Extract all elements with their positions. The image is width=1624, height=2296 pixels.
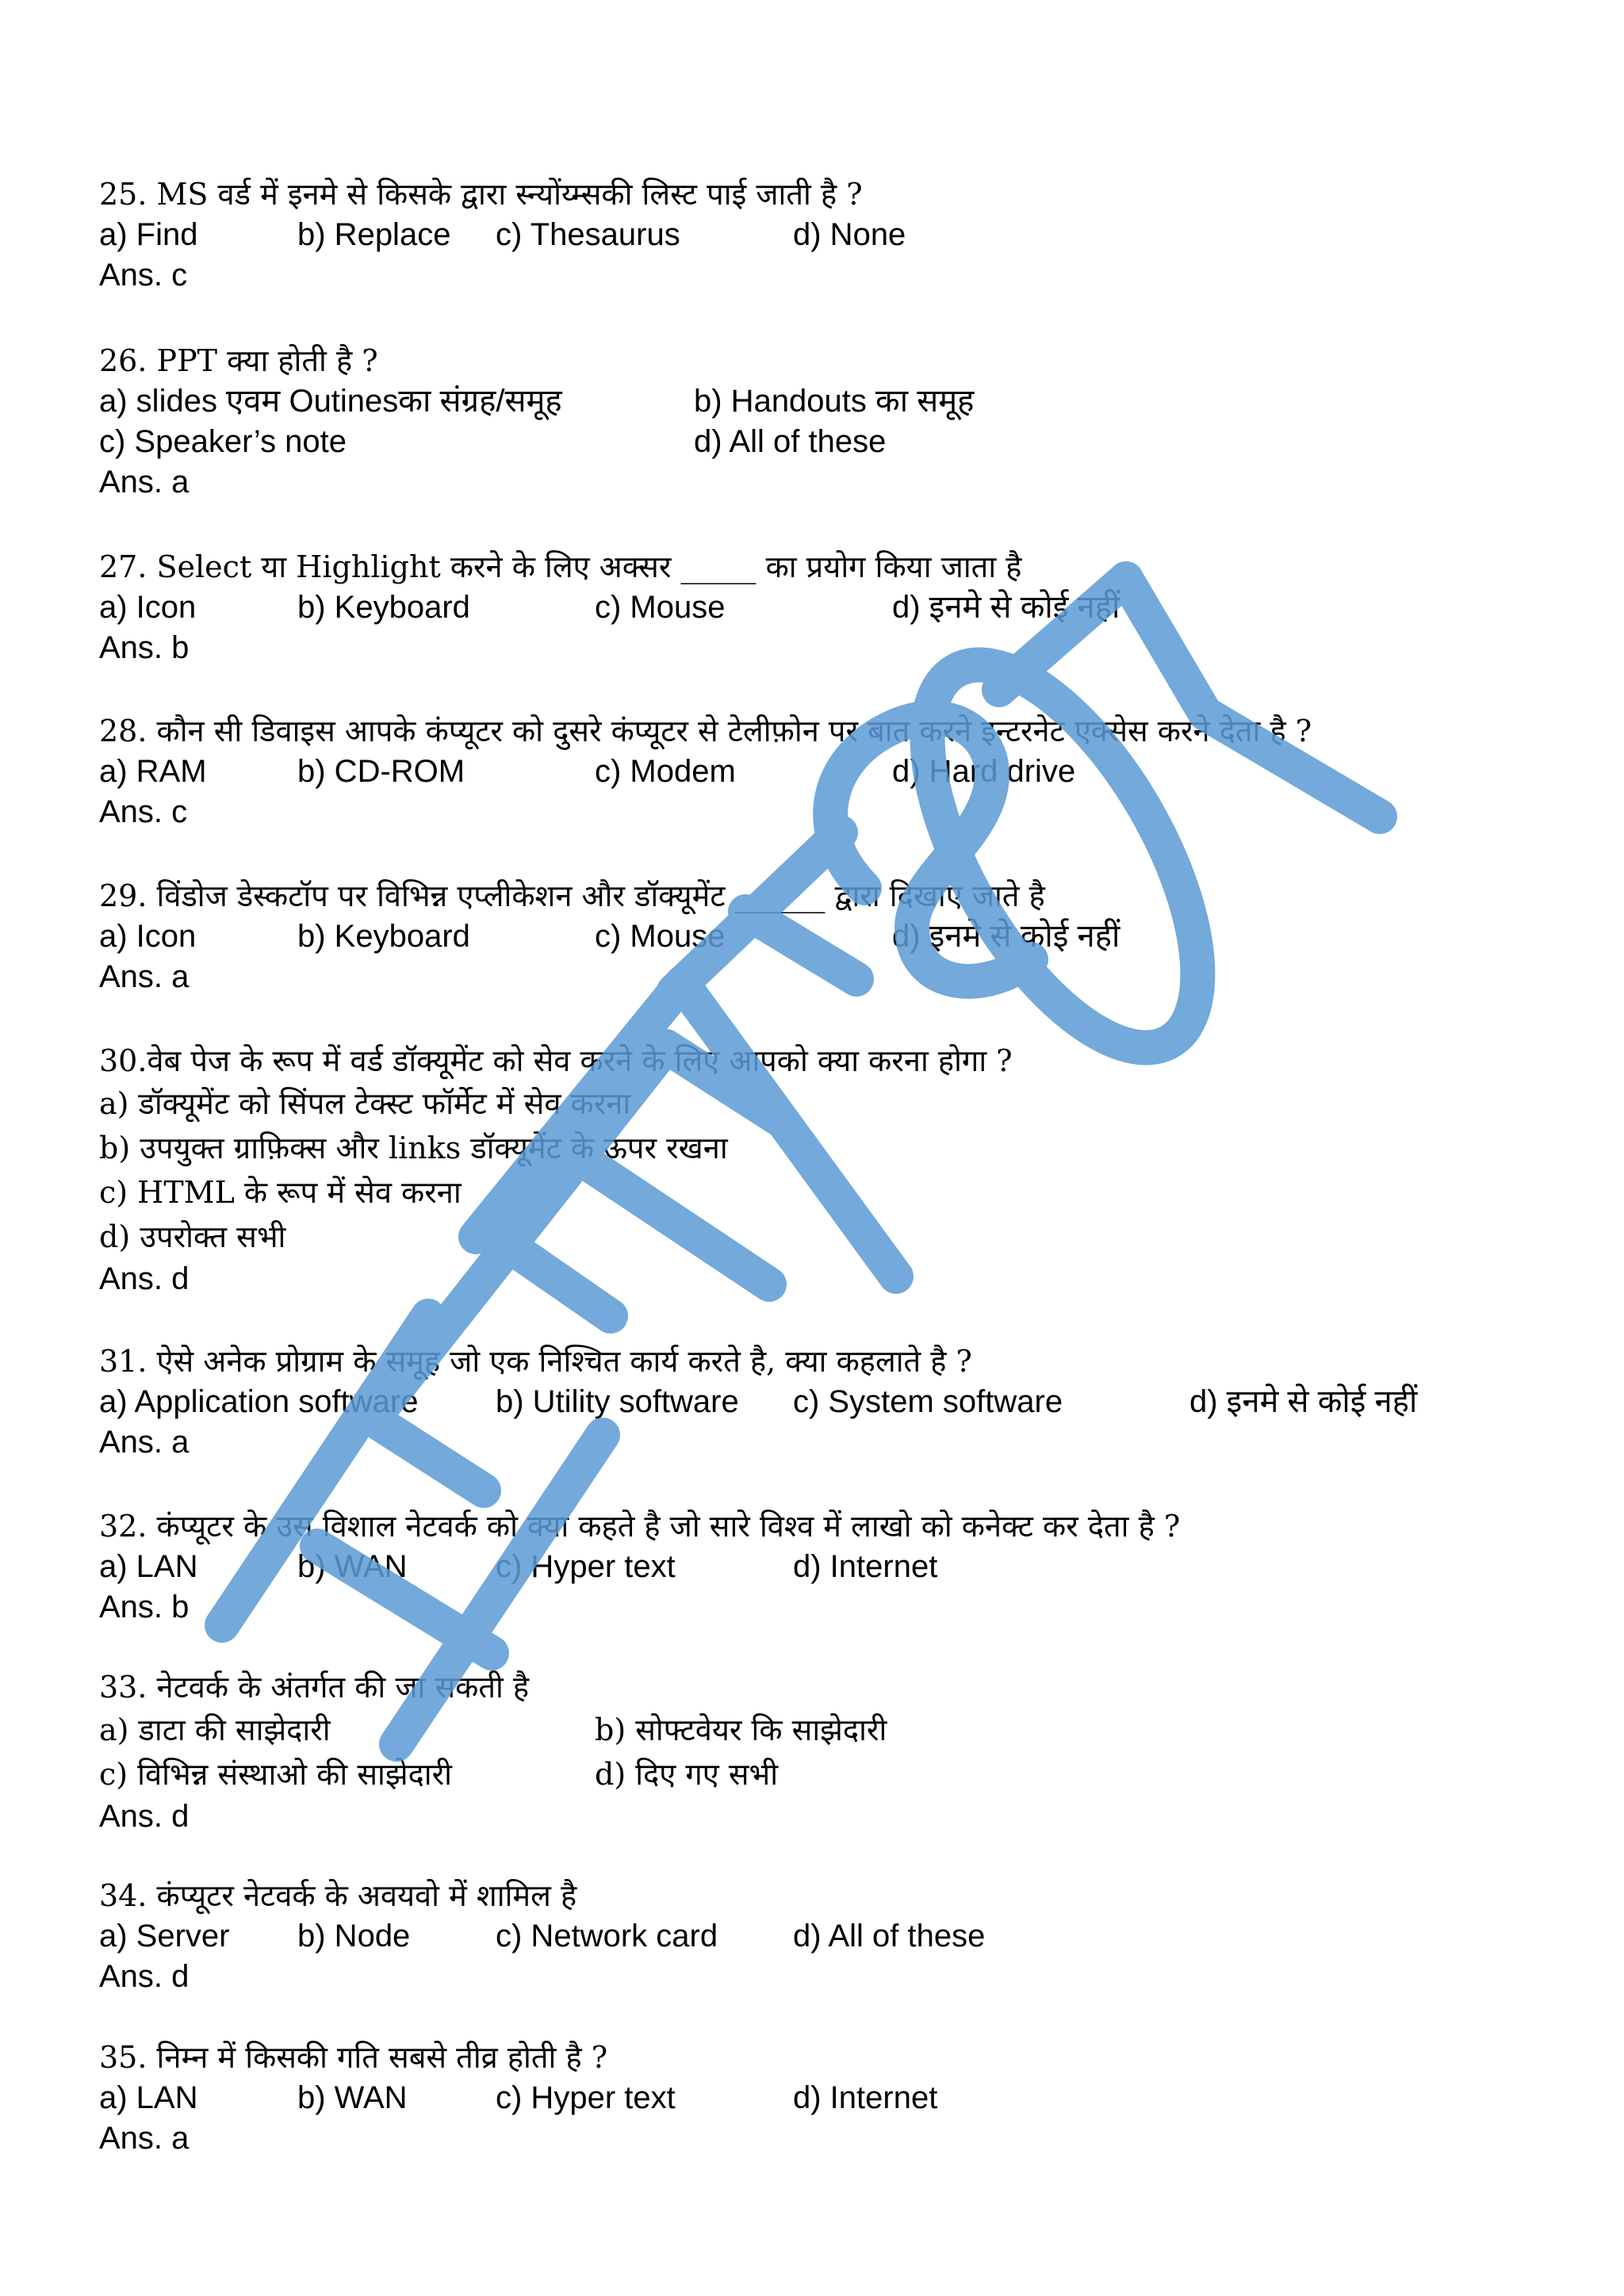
answer: Ans. b — [99, 630, 190, 665]
option-c: c) Thesaurus — [496, 217, 680, 252]
option-a: a) LAN — [99, 2080, 198, 2115]
question-26 — [99, 341, 1574, 503]
option-a: a) डाटा की साझेदारी — [99, 1712, 331, 1747]
question-stem: 31. ऐसे अनेक प्रोग्राम के समूह जो एक निश्चित कार्य करते है, क्या कहलाते है ? — [99, 1344, 972, 1379]
options-row — [99, 2078, 1574, 2118]
option-c: c) Modem — [595, 754, 736, 789]
option-a: a) डॉक्यूमेंट को सिंपल टेक्स्ट फॉर्मेट में सेव करना — [99, 1086, 631, 1121]
options-row — [99, 1382, 1574, 1422]
option-b: b) सोफ्टवेयर कि साझेदारी — [595, 1712, 887, 1747]
option-a: a) Find — [99, 217, 198, 252]
question-stem: 28. कौन सी डिवाइस आपके कंप्यूटर को दुसरे कंप्यूटर से टेलीफ़ोन पर बात करने इन्टरनेट एक्सेस करने देता है ? — [99, 714, 1312, 748]
option-b: b) Utility software — [496, 1384, 739, 1419]
option-a: a) RAM — [99, 754, 207, 789]
options-row — [99, 1752, 1574, 1797]
answer: Ans. a — [99, 2121, 190, 2156]
option-a: a) Server — [99, 1919, 230, 1954]
option-c: c) Mouse — [595, 919, 726, 954]
question-28 — [99, 711, 1574, 832]
options-row — [99, 422, 1574, 462]
question-stem: 27. Select या Highlight करने के लिए अक्सर _____ का प्रयोग किया जाता है — [99, 549, 1022, 584]
answer: Ans. b — [99, 1590, 190, 1624]
question-34 — [99, 1876, 1574, 1997]
option-d: d) All of these — [793, 1919, 986, 1954]
options-row — [99, 381, 1574, 422]
option-d: d) इनमे से कोई नहीं — [1189, 1384, 1418, 1419]
question-stem: 25. MS वर्ड में इनमे से किसके द्वारा स्न्योंय्म्सकी लिस्ट पाई जाती है ? — [99, 177, 863, 212]
option-d: d) Hard drive — [892, 754, 1076, 789]
watermark-letter-o — [873, 623, 1252, 1089]
option-b: b) उपयुक्त ग्राफ़िक्स और links डॉक्यूमेंट के ऊपर रखना — [99, 1131, 728, 1165]
option-c: c) Mouse — [595, 590, 726, 625]
question-25 — [99, 174, 1574, 296]
option-a: a) Icon — [99, 590, 197, 625]
question-35 — [99, 2038, 1574, 2159]
question-stem: 29. विंडोज डेस्कटॉप पर विभिन्न एप्लीकेशन और डॉक्यूमेंट ______ द्वारा दिखाए जाते है — [99, 878, 1045, 913]
options-row — [99, 587, 1574, 628]
option-d: d) दिए गए सभी — [595, 1757, 779, 1792]
option-d: d) इनमे से कोई नहीं — [892, 919, 1120, 954]
option-b: b) Keyboard — [297, 919, 470, 954]
option-b: b) Handouts का समूह — [694, 384, 975, 419]
options-row — [99, 1708, 1574, 1752]
option-b: b) Keyboard — [297, 590, 470, 625]
option-c: c) System software — [793, 1384, 1063, 1419]
question-30 — [99, 1041, 1574, 1299]
answer: Ans. a — [99, 959, 190, 994]
options-row — [99, 215, 1574, 255]
option-d: d) None — [793, 217, 906, 252]
question-33 — [99, 1667, 1574, 1837]
question-32 — [99, 1506, 1574, 1628]
option-b: b) WAN — [297, 1549, 408, 1584]
option-a: a) Icon — [99, 919, 197, 954]
option-c: c) HTML के रूप में सेव करना — [99, 1175, 462, 1210]
option-d: d) इनमे से कोई नहीं — [892, 590, 1120, 625]
answer: Ans. c — [99, 258, 188, 293]
option-a: a) Application software — [99, 1384, 419, 1419]
option-b: b) CD-ROM — [297, 754, 465, 789]
question-stem: 30.वेब पेज के रूप में वर्ड डॉक्यूमेंट को सेव करने के लिए आपको क्या करना होगा ? — [99, 1043, 1013, 1078]
option-c: c) Speaker’s note — [99, 424, 347, 459]
option-d: d) Internet — [793, 2080, 938, 2115]
answer: Ans. d — [99, 1799, 190, 1834]
option-d: d) उपरोक्त सभी — [99, 1219, 286, 1254]
options-row — [99, 1916, 1574, 1957]
question-27 — [99, 547, 1574, 668]
option-c: c) विभिन्न संस्थाओ की साझेदारी — [99, 1757, 453, 1792]
option-a: a) LAN — [99, 1549, 198, 1584]
answer: Ans. d — [99, 1261, 190, 1296]
options-row — [99, 1547, 1574, 1587]
question-stem: 33. नेटवर्क के अंतर्गत की जा सकती है — [99, 1670, 530, 1705]
answer: Ans. c — [99, 794, 188, 829]
question-stem: 32. कंप्यूटर के उस विशाल नेटवर्क को क्या कहते है जो सारे विश्व में लाखो को कनेक्ट कर देता है ? — [99, 1509, 1181, 1544]
option-c: c) Hyper text — [496, 1549, 676, 1584]
option-a: a) slides एवम Outinesका संग्रह/समूह — [99, 384, 562, 419]
question-stem: 34. कंप्यूटर नेटवर्क के अवयवो में शामिल है — [99, 1878, 577, 1913]
answer: Ans. d — [99, 1959, 190, 1994]
option-b: b) Node — [297, 1919, 411, 1954]
options-row — [99, 752, 1574, 792]
answer: Ans. a — [99, 465, 190, 499]
question-stem: 26. PPT क्या होती है ? — [99, 343, 378, 378]
option-b: b) Replace — [297, 217, 451, 252]
option-c: c) Hyper text — [496, 2080, 676, 2115]
question-stem: 35. निम्न में किसकी गति सबसे तीव्र होती है ? — [99, 2040, 608, 2075]
question-29 — [99, 876, 1574, 997]
option-d: d) All of these — [694, 424, 887, 459]
option-c: c) Network card — [496, 1919, 718, 1954]
answer: Ans. a — [99, 1425, 190, 1460]
question-31 — [99, 1341, 1574, 1463]
options-row — [99, 916, 1574, 957]
option-b: b) WAN — [297, 2080, 408, 2115]
option-d: d) Internet — [793, 1549, 938, 1584]
